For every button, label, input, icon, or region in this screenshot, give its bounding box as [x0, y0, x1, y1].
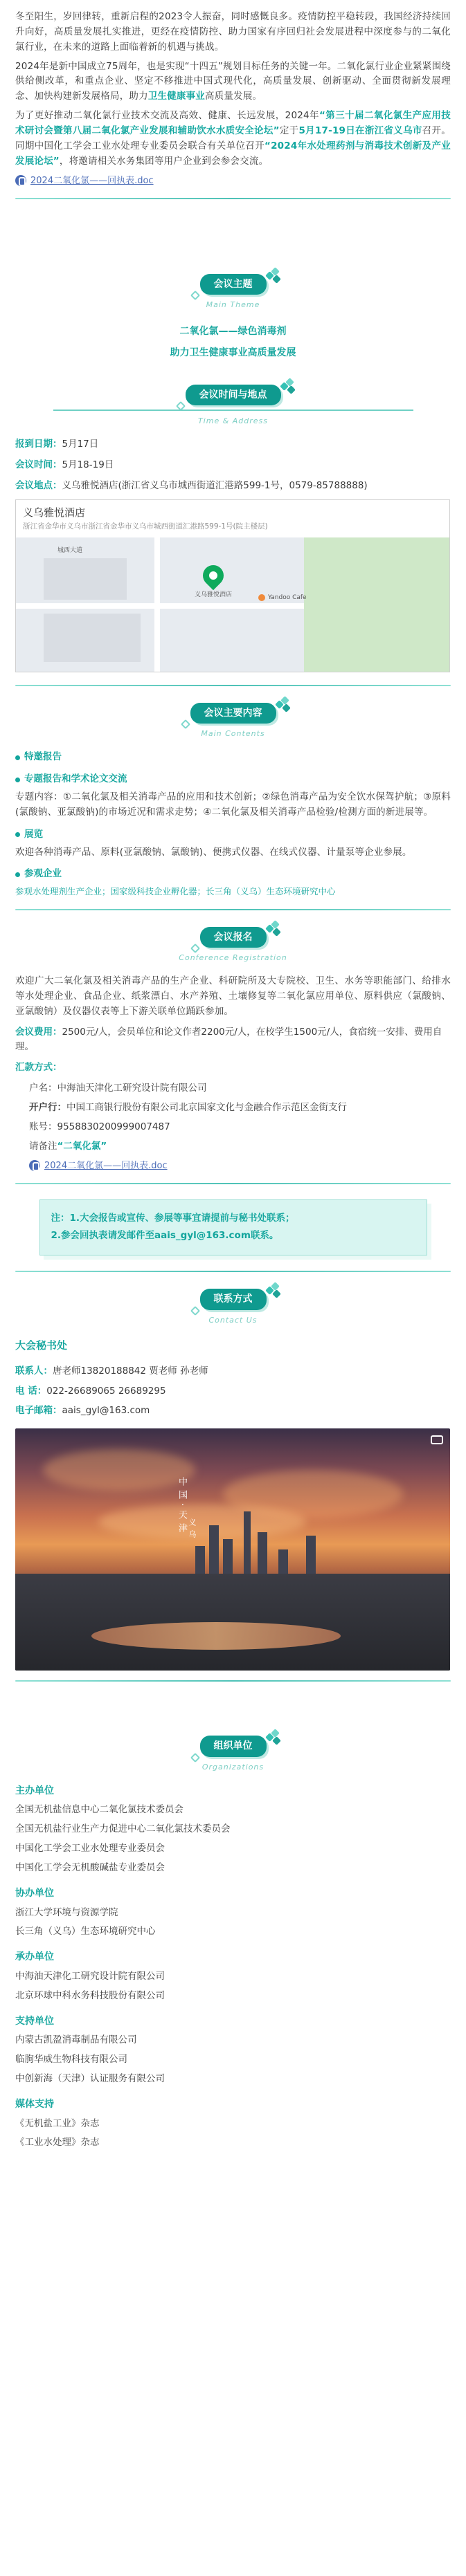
supporter-heading: 支持单位 — [15, 2015, 54, 2027]
contact-title: 联系方式 — [200, 1289, 267, 1310]
camera-icon — [431, 1435, 443, 1444]
section-divider — [15, 1183, 451, 1184]
co-organizer-item: 长三角（义乌）生态环境研究中心 — [15, 1926, 156, 1938]
topic-report-text: 专题内容：①二氧化氯及相关消毒产品的应用和技术创新；②绿色消毒产品为安全饮水保驾护航；③原料(氯酸钠、亚氯酸钠)的市场近况和需求走势；④二氧化氯及相关消毒产品检验/检测方面的新进展等。 — [15, 791, 451, 818]
leaf-icon — [275, 697, 290, 712]
contact-email: 电子邮箱：aais_gyl@163.com — [15, 1405, 150, 1417]
host-heading: 主办单位 — [15, 1785, 54, 1796]
media-item: 《无机盐工业》杂志 — [15, 2117, 100, 2129]
section-header-registration — [15, 927, 451, 964]
registration-title: 会议报名 — [200, 927, 267, 948]
map-label-road: 城西大道 — [57, 546, 83, 554]
secretariat-title: 大会秘书处 — [15, 1339, 68, 1352]
intro-paragraph-2: 2024年是新中国成立75周年，也是实现“十四五”规划目标任务的关键一年。二氧化氯行业企业紧紧围绕供给侧改革，和重点企业、坚定不移推进中国式现代化，高质量发展、创新驱动、全面贯彻新发展理念、加快构建新发展格局，助力卫生健康事业高质量发展。 — [15, 60, 451, 102]
attachment-icon — [29, 1160, 40, 1171]
attachment-icon — [15, 175, 26, 186]
map-label-cafe: Yandoo Cafe — [268, 594, 307, 601]
notice-box — [39, 1199, 427, 1255]
map-pin-icon[interactable] — [199, 561, 228, 590]
bank-name: 开户行：中国工商银行股份有限公司北京国家文化与金融合作示范区金街支行 — [29, 1102, 347, 1114]
exhibition-text: 欢迎各种消毒产品、原料(亚氯酸钠、氯酸钠)、便携式仪器、在线式仪器、计量泵等企业参展。 — [15, 846, 412, 858]
host-item: 全国无机盐行业生产力促进中心二氧化氯技术委员会 — [15, 1823, 231, 1835]
bank-remark: 请备注“二氧化氯” — [29, 1140, 107, 1152]
contact-person: 联系人：唐老师13820188842 贾老师 孙老师 — [15, 1365, 208, 1377]
host-item: 中国化工学会无机酸碱盐专业委员会 — [15, 1862, 165, 1874]
bullet-icon — [15, 778, 20, 782]
section-header-time — [15, 385, 451, 427]
remittance-heading: 汇款方式： — [15, 1062, 62, 1074]
map-place-address: 浙江省金华市义乌市浙江省金华市义乌市城西街道汇港路599-1号(院主楼层) — [23, 522, 268, 531]
bullet-icon — [15, 755, 20, 760]
contents-title: 会议主要内容 — [190, 703, 276, 724]
contact-subtitle: Contact Us — [208, 1315, 258, 1325]
section-divider — [15, 685, 451, 686]
photo-caption-2: 义乌 — [187, 1518, 197, 1543]
meeting-place: 会议地点：义乌雅悦酒店(浙江省义乌市城西街道汇港路599-1号，0579-85788888) — [15, 479, 368, 491]
leaf-icon — [265, 1283, 280, 1298]
city-photo — [15, 1428, 450, 1671]
supporter-item: 中创新海（天津）认证服务有限公司 — [15, 2073, 165, 2085]
section-divider — [15, 1271, 451, 1272]
organizer-item: 北京环球中科水务科技股份有限公司 — [15, 1989, 165, 2001]
map-park-area — [304, 537, 449, 672]
registration-attachment-link[interactable]: 2024二氧化氯——回执表.doc — [15, 1159, 451, 1173]
organizations-title: 组织单位 — [200, 1736, 267, 1757]
section-divider — [15, 1680, 451, 1682]
organizer-heading: 承办单位 — [15, 1951, 54, 1963]
intro-paragraph-3: 为了更好推动二氧化氯行业技术交流及高效、健康、长远发展，2024年“第三十届二氧化氯生产应用技术研讨会暨第八届二氧化氯产业发展和辅助饮水水质安全论坛”定于5月17-19日在浙江省义乌市召开。同期中国化工学会工业水处理专业委员会联合有关单位召开“2024年水处理药剂与消毒技术创新及产业发展论坛”，将邀请相关水务集团等用户企业到会参会交流。 — [15, 110, 451, 167]
content-item-invited-report: 特邀报告 — [15, 750, 451, 765]
map-header — [16, 500, 449, 537]
registration-paragraph: 欢迎广大二氧化氯及相关消毒产品的生产企业、科研院所及大专院校、卫生、水务等职能部门、给排水等水处理企业、食品企业、纸浆漂白、水产养殖、土壤修复等二氧化氯应用单位、原料供应（氯酸钠、亚氯酸钠）及仪器仪表等上下游关联单位踊跃参加。 — [15, 975, 451, 1017]
section-header-theme — [15, 274, 451, 311]
bullet-icon — [15, 832, 20, 837]
leaf-icon — [265, 268, 280, 284]
organizer-item: 中海油天津化工研究设计院有限公司 — [15, 1970, 165, 1982]
intro-attachment-link[interactable]: 2024二氧化氯——回执表.doc — [15, 174, 451, 188]
theme-subtitle: Main Theme — [206, 300, 260, 310]
theme-lines — [15, 321, 451, 364]
time-subtitle: Time & Address — [197, 416, 269, 426]
theme-title: 会议主题 — [200, 274, 267, 295]
supporter-item: 临朐华威生物科技有限公司 — [15, 2054, 127, 2066]
registration-date: 报到日期：5月17日 — [15, 439, 99, 450]
registration-subtitle: Conference Registration — [179, 953, 287, 963]
leaf-icon — [280, 379, 295, 394]
time-underline — [53, 410, 413, 411]
media-heading: 媒体支持 — [15, 2098, 54, 2110]
content-item-topic-report: 专题报告和学术论文交流 — [15, 772, 451, 787]
intro-paragraph-1: 冬至阳生，岁回律转，重新启程的2023令人振奋，同时感慨良多。疫情防控平稳转段，我国经济持续回升向好，高质量发展扎实推进，更经在疫情防控、助力国家有序回归社会发展进程中深度参与的二氧化氯行业，在未来的道路上面临着新的机遇与挑战。 — [15, 11, 451, 53]
map-canvas[interactable] — [16, 537, 449, 672]
supporter-item: 内蒙古凯盈消毒制品有限公司 — [15, 2034, 137, 2046]
section-header-contact — [15, 1289, 451, 1326]
co-organizer-item: 浙江大学环境与资源学院 — [15, 1906, 118, 1918]
content-item-visit: 参观企业 — [15, 867, 451, 882]
bank-account-number: 账号：9558830200999007487 — [29, 1121, 170, 1132]
theme-line-2: 助力卫生健康事业高质量发展 — [170, 347, 296, 358]
bullet-icon — [15, 872, 20, 877]
host-item: 中国化工学会工业水处理专业委员会 — [15, 1843, 165, 1855]
contents-subtitle: Main Contents — [201, 729, 265, 739]
time-title: 会议时间与地点 — [186, 385, 281, 406]
notice-line-2: 2.参会回执表请发邮件至aais_gyl@163.com联系。 — [51, 1230, 279, 1242]
registration-fee: 会议费用：2500元/人，会员单位和论文作者2200元/人，在校学生1500元/人，食宿统一安排、费用自理。 — [15, 1026, 442, 1053]
leaf-icon — [265, 921, 280, 937]
theme-line-1: 二氧化氯——绿色消毒剂 — [179, 326, 287, 338]
media-item: 《工业水处理》杂志 — [15, 2137, 100, 2149]
leaf-icon — [265, 1730, 280, 1745]
location-map[interactable] — [15, 499, 450, 672]
photo-caption-1: 中国·天津 — [177, 1477, 188, 1537]
notice-line-1: 注：1.大会报告或宣传、参展等事宜请提前与秘书处联系； — [51, 1212, 295, 1224]
co-organizer-heading: 协办单位 — [15, 1887, 54, 1899]
section-divider — [15, 198, 451, 199]
host-item: 全国无机盐信息中心二氧化氯技术委员会 — [15, 1804, 183, 1816]
contact-phone: 电 话：022-26689065 26689295 — [15, 1385, 166, 1397]
section-header-contents — [15, 703, 451, 740]
visit-text: 参观水处理剂生产企业；国家级科技企业孵化器；长三角（义乌）生态环境研究中心 — [15, 886, 336, 897]
organizations-subtitle: Organizations — [201, 1762, 265, 1772]
section-divider — [15, 909, 451, 910]
map-place-name: 义乌雅悦酒店 — [23, 506, 86, 519]
content-item-exhibition: 展览 — [15, 827, 451, 843]
cafe-icon — [258, 594, 265, 601]
meeting-date: 会议时间：5月18-19日 — [15, 459, 114, 471]
bank-account-name: 户名：中海油天津化工研究设计院有限公司 — [29, 1083, 207, 1094]
map-label-hotel: 义乌雅悦酒店 — [195, 591, 233, 598]
section-header-organizations — [15, 1736, 451, 1773]
